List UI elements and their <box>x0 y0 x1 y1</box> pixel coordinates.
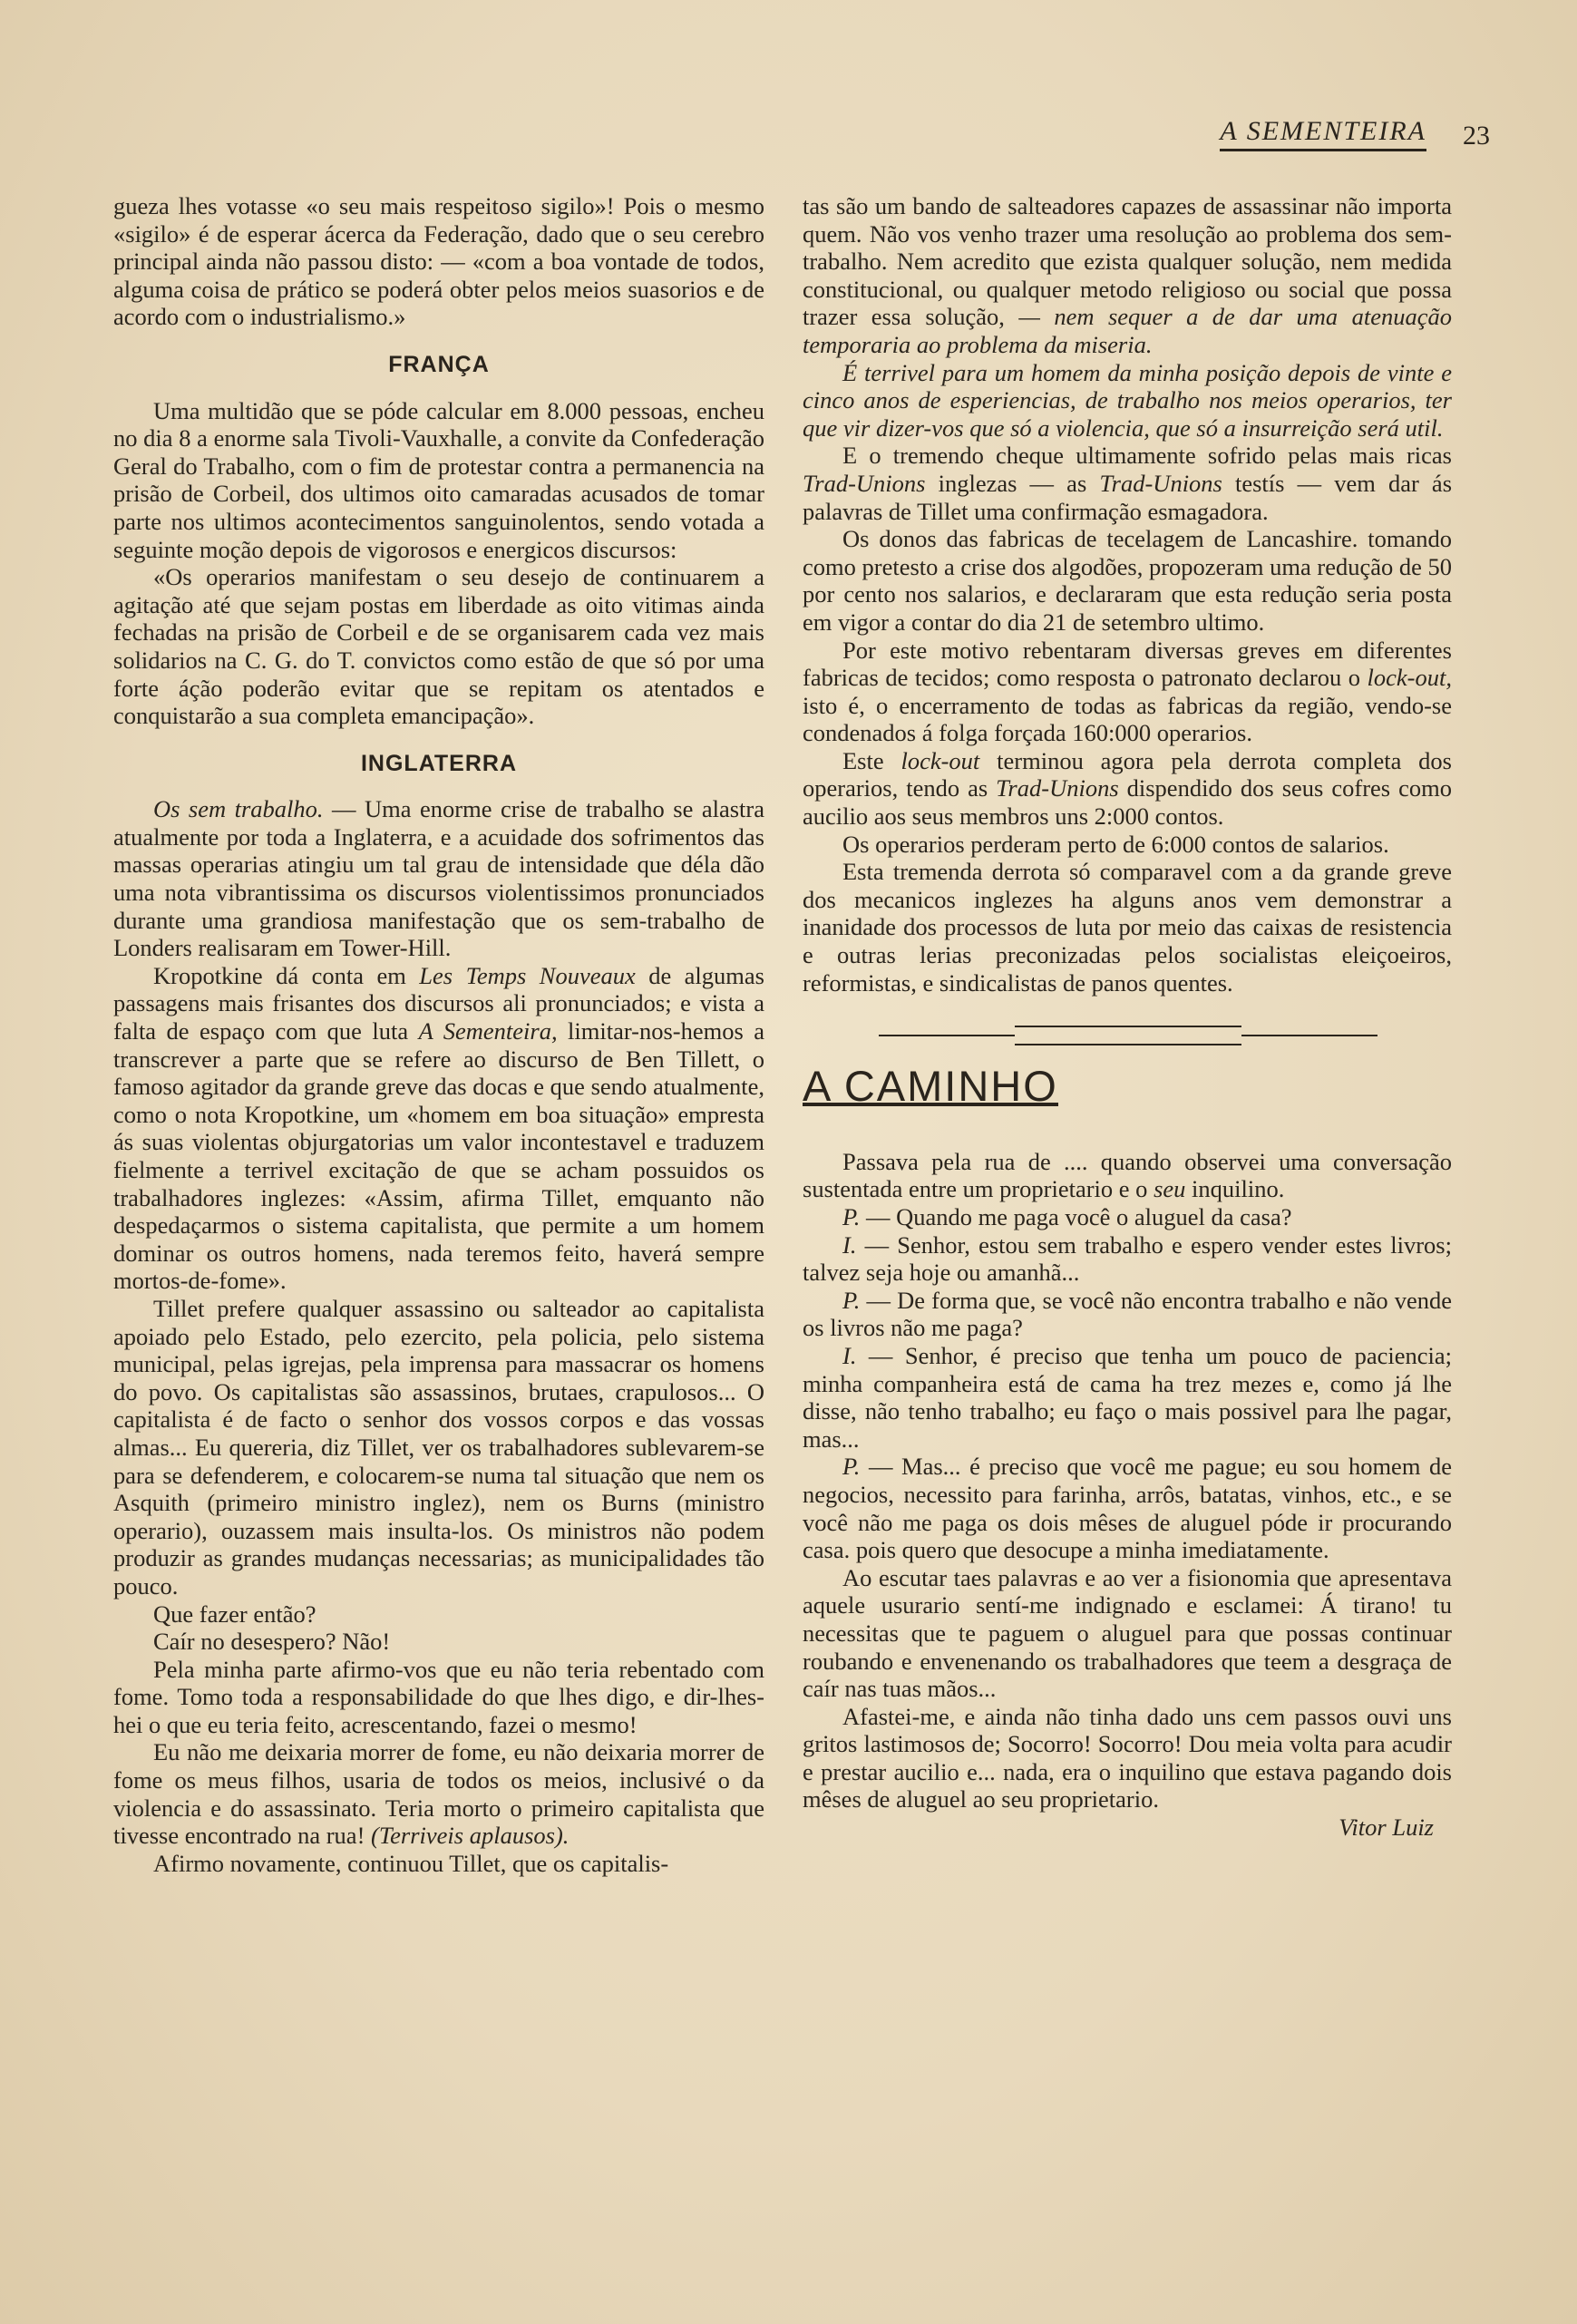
text-run: de algumas passagens mais frisantes dos discursos ali pronunciados; e vista a falta de espaço com que luta <box>113 961 764 1045</box>
text-run: — Senhor, é preciso que tenha um pouco de paciencia; minha companheira está de cama ha trez mezes e, como já lhe disse, não tenho trabalho; eu faço o mais possivel para lhe pagar, mas... <box>803 1341 1452 1453</box>
paragraph <box>113 795 764 962</box>
dialogue-line <box>803 1287 1452 1342</box>
running-head: A SEMENTEIRA <box>1220 116 1426 151</box>
section-heading-inglaterra: INGLATERRA <box>360 750 518 776</box>
paragraph <box>113 962 764 1295</box>
text-run: — De forma que, se você não encontra trabalho e não vende os livros não me paga? <box>803 1286 1452 1342</box>
text-run: dispendido dos seus cofres como aucilio aos seus membros uns 2:000 contos. <box>803 774 1452 831</box>
section-heading-franca: FRANÇA <box>388 351 490 377</box>
paragraph <box>803 637 1452 747</box>
italic-run: Os sem trabalho. <box>153 795 324 823</box>
paragraph: Os operarios perderam perto de 6:000 contos de salarios. <box>842 830 1389 858</box>
text-run: Passava pela rua de .... quando observei uma conversação sustentada entre um proprietario e o <box>803 1147 1452 1203</box>
paragraph: Esta tremenda derrota só comparavel com a da grande greve dos mecanicos inglezes ha alguns anos vem demonstrar a inanidade dos processos de luta por meio das caixas de resistencia e outras lerias preconizadas pelos socialistas eleiçoeiros, reformistas, e sindicalistas de panos quentes. <box>803 858 1452 997</box>
paragraph <box>803 192 1452 359</box>
paragraph: Uma multidão que se póde calcular em 8.000 pessoas, encheu no dia 8 a enorme sala Tivoli-Vauxhalle, a convite da Confederação Geral do Trabalho, com o fim de protestar contra a permanencia na prisão de Corbeil, dos ultimos oito camaradas acusados de tomar parte nos ultimos acontecimentos sanguinolentos, sendo votada a seguinte moção depois de vigorosos e energicos discursos: <box>113 396 764 563</box>
article-title: A CAMINHO <box>803 1062 1058 1111</box>
italic-run: A Sementeira, <box>418 1017 558 1045</box>
dialogue-line <box>803 1203 1452 1231</box>
speaker-label: P. <box>842 1286 861 1314</box>
italic-run: Trad-Unions <box>996 774 1119 802</box>
author-signature: Vitor Luiz <box>1339 1813 1434 1842</box>
paragraph: Ao escutar taes palavras e ao ver a fisionomia que apresentava aquele usurario sentí-me indignado e esclamei: Á tirano! tu necessitas que te paguem o aluguel para que possas continuar roubando e envenenando os trabalhadores que teem a desgraça de caír nas tuas mãos... <box>803 1563 1452 1703</box>
text-run: — Mas... é preciso que você me pague; eu sou homem de negocios, necessito para farinha, arrôs, batatas, vinhos, etc., e se você não me paga os dois mêses de aluguel póde ir procurando casa. pois quero que desocupe a minha imediatamente. <box>803 1453 1452 1564</box>
paragraph: Os donos das fabricas de tecelagem de Lancashire. tomando como pretesto a crise dos algodões, propozeram uma redução de 50 por cento nos salarios, e declararam que esta redução seria posta em vigor a contar do dia 21 de setembro ultimo. <box>803 525 1452 636</box>
text-run: — Senhor, estou sem trabalho e espero vender estes livros; talvez seja hoje ou amanhã... <box>803 1230 1452 1287</box>
section-divider <box>803 1013 1452 1058</box>
paragraph: Afirmo novamente, continuou Tillet, que os capitalis- <box>153 1849 669 1877</box>
paragraph: Afastei-me, e ainda não tinha dado uns cem passos ouvi uns gritos lastimosos de; Socorro! Socorro! Dou meia volta para acudir e prestar aucilio e... nada, era o inquilino que estava pagando dois mêses de aluguel ao seu proprietario. <box>803 1702 1452 1813</box>
dialogue-line <box>803 1342 1452 1453</box>
text-run: Este <box>842 746 901 774</box>
text-run: limitar-nos-hemos a transcrever a parte que se refere ao discurso de Ben Tillett, o famoso agitador da grande greve das docas e que sendo atualmente, como o nota Kropotkine, um «homem em boa situação» empresta ás suas violentas objurgatorias um valor incontestavel e traduzem fielmente a terrivel excitação de que se acham possuidos os trabalhadores inglezes: «Assim, afirma Tillet, emquanto não despedaçarmos o sistema capitalista, que permite a um homem dominar os outros homens, nada teremos feito, haverá sempre mortos-de-fome». <box>113 1017 765 1295</box>
text-run: testís — vem dar ás palavras de Tillet uma confirmação esmagadora. <box>803 469 1453 525</box>
paragraph <box>803 747 1452 831</box>
paragraph <box>803 1148 1452 1203</box>
divider-line <box>1015 1044 1241 1045</box>
page-number: 23 <box>1463 121 1490 151</box>
text-run: — Uma enorme crise de trabalho se alastra atualmente por toda a Inglaterra, e a acuidade dos sofrimentos das massas operarias atingiu um tal grau de intensidade que déla dão uma nota vibrantissima os discursos violentissimos pronunciados durante uma grandiosa manifestação que os sem-trabalho de Londers realisaram em Tower-Hill. <box>113 795 765 962</box>
text-run: terminou agora pela derrota completa dos operarios, tendo as <box>803 746 1452 802</box>
text-run: inquilino. <box>1185 1175 1285 1203</box>
text-run: Eu não me deixaria morrer de fome, eu não deixaria morrer de fome os meus filhos, usaria de todos os meios, inclusivé o da violencia e do assassinato. Teria morto o primeiro capitalista que tivesse encontrado na rua! <box>113 1738 764 1850</box>
italic-run: Trad-Unions <box>803 469 926 497</box>
text-run: tas são um bando de salteadores capazes de assassinar não importa quem. Não vos venho trazer uma resolução ao problema dos sem-trabalho. Nem acredito que ezista qualquer solução, nem medida constitucional, ou qualquer metodo religioso ou social que possa trazer essa solução, <box>803 192 1452 331</box>
paragraph: «Os operarios manifestam o seu desejo de continuarem a agitação até que sejam postas em liberdade as oito vitimas ainda fechadas na prisão de Corbeil e de se organisarem cada vez mais solidarios na C. G. do T. convictos como estão de que só por uma forte áção poderão evitar que se repitam os atentados e conquistarão a sua completa emancipação». <box>113 563 764 730</box>
speaker-label: P. <box>842 1453 861 1481</box>
divider-line <box>1015 1026 1241 1027</box>
left-column <box>113 192 764 1877</box>
text-run: Kropotkine dá conta em <box>153 961 420 989</box>
text-run: inglezas — as <box>925 469 1100 497</box>
italic-run: lock-out, <box>1367 664 1452 692</box>
page-header <box>1220 116 1490 151</box>
paragraph: Que fazer então? <box>153 1600 316 1628</box>
speaker-label: P. <box>842 1203 861 1230</box>
italic-run: (Terriveis aplausos). <box>371 1822 569 1850</box>
italic-run: Les Temps Nouveaux <box>419 961 636 989</box>
paragraph: Tillet prefere qualquer assassino ou salteador ao capitalista apoiado pelo Estado, pelo ezercito, pela policia, pelo sistema municipal, pelas igrejas, pela imprensa para massacrar os homens do povo. Os capitalistas são assassinos, brutaes, crapulosos... O capitalista é de facto o senhor dos vossos corpos e das vossas almas... Eu quereria, diz Tillet, ver os trabalhadores sublevarem-se para se defenderem, e colocarem-se numa tal situação que nem os Asquith (primeiro ministro inglez), nem os Burns (ministro operario), ouzassem mais insulta-los. Os ministros não podem produzir as grandes mudanças necessarias; as municipalidades tão pouco. <box>113 1294 764 1600</box>
paragraph <box>803 359 1452 442</box>
speaker-label: I. <box>842 1341 857 1369</box>
speaker-label: I. <box>842 1230 857 1259</box>
italic-run: Trad-Unions <box>1099 469 1222 497</box>
dialogue-line <box>803 1231 1452 1287</box>
divider-line <box>879 1035 1015 1036</box>
text-run: — Quando me paga você o aluguel da casa? <box>860 1203 1292 1230</box>
italic-run: — nem sequer a de dar uma atenuação temporaria ao problema da miseria. <box>803 303 1452 358</box>
paragraph <box>803 442 1452 525</box>
paragraph <box>113 1738 764 1849</box>
dialogue-line <box>803 1453 1452 1563</box>
text-run: E o tremendo cheque ultimamente sofrido pelas mais ricas <box>842 442 1452 470</box>
right-column <box>803 192 1452 1842</box>
paragraph: Pela minha parte afirmo-vos que eu não teria rebentado com fome. Tomo toda a responsabilidade do que lhes digo, e dir-lhes-hei o que eu teria feito, acrescentando, fazei o mesmo! <box>113 1655 764 1738</box>
italic-run: lock-out <box>900 746 980 774</box>
text-run: Por este motivo rebentaram diversas greves em diferentes fabricas de tecidos; como resposta o patronato declarou o <box>803 636 1452 692</box>
italic-run: É terrivel para um homem da minha posição depois de vinte e cinco anos de esperiencias, de trabalho nos meios operarios, ter que vir dizer-vos que só a violencia, que só a insurreição será util. <box>803 358 1452 442</box>
paragraph: Caír no desespero? Não! <box>153 1628 391 1656</box>
paragraph: gueza lhes votasse «o seu mais respeitoso sigilo»! Pois o mesmo «sigilo» é de esperar ácerca da Federação, dado que o seu cerebro principal ainda não passou disto: — «com a boa vontade de todos, alguma coisa de prático se poderá obter pelos meios suasorios e de acordo com o industrialismo.» <box>113 192 764 331</box>
divider-line <box>1241 1035 1377 1036</box>
italic-run: seu <box>1154 1175 1186 1203</box>
text-run: isto é, o encerramento de todas as fabricas da região, vendo-se condenados á folga forçada 160:000 operarios. <box>803 691 1452 747</box>
